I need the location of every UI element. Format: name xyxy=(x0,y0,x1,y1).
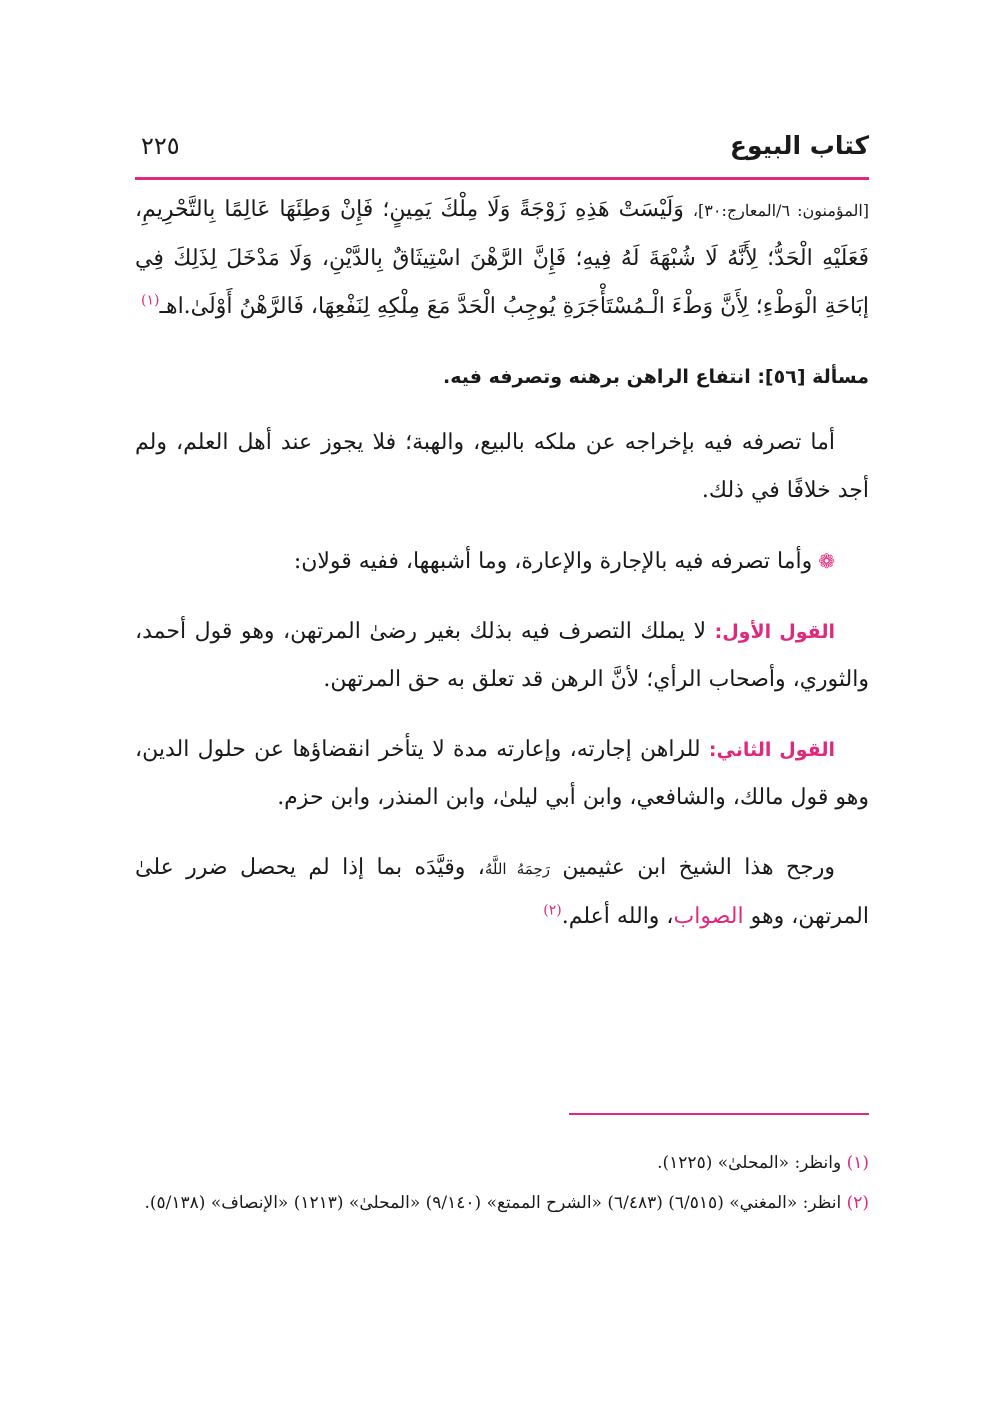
flower-ornament-icon: ❁ xyxy=(818,549,835,573)
paragraph-conclusion xyxy=(135,844,869,941)
paragraph-second-opinion xyxy=(135,726,869,822)
footnote-1 xyxy=(135,1148,869,1178)
running-header xyxy=(135,128,869,174)
footnote-divider xyxy=(569,1113,869,1115)
header-title: كتاب البيوع xyxy=(729,131,869,160)
paragraph-2-text: وأما تصرفه فيه بالإجارة والإعارة، وما أشبهها، ففيه قولان: xyxy=(293,549,813,574)
quran-reference: [المؤمنون: ٦/المعارج:٣٠]، xyxy=(692,201,870,220)
quote-paragraph xyxy=(135,186,869,331)
issue-title: مسألة [٥٦]: انتفاع الراهن برهنه وتصرفه فيه. xyxy=(443,366,869,388)
first-opinion-label: القول الأول: xyxy=(714,621,835,643)
paragraph-2 xyxy=(135,537,869,586)
first-opinion-text: لا يملك التصرف فيه بذلك بغير رضىٰ المرتهن، وهو قول أحمد، والثوري، وأصحاب الرأي؛ لأنَّ الرهن قد تعلق به حق المرتهن. xyxy=(135,619,869,692)
footnote-1-number: (١) xyxy=(846,1153,869,1173)
second-opinion-text: للراهن إجارته، وإعارته مدة لا يتأخر انقضاؤها عن حلول الدين، وهو قول مالك، والشافعي، وابن أبي ليلىٰ، وابن المنذر، وابن حزم. xyxy=(135,737,869,810)
paragraph-first-opinion xyxy=(135,608,869,704)
second-opinion-label: القول الثاني: xyxy=(708,739,836,761)
footnote-2-number: (٢) xyxy=(846,1193,869,1213)
footnote-1-text: وانظر: «المحلىٰ» (١٢٢٥). xyxy=(657,1153,847,1173)
highlighted-word: الصواب xyxy=(673,904,744,929)
conclusion-text-b: ، وقيَّدَه بما إذا لم يحصل ضرر علىٰ المرتهن، وهو xyxy=(135,855,869,929)
quote-text: وَلَيْسَتْ هَذِهِ زَوْجَةً وَلَا مِلْكَ يَمِينٍ؛ فَإِنْ وَطِئَهَا عَالِمًا بِالتَّحْرِيمِ، فَعَلَيْهِ الْحَدُّ؛ لِأَنَّهُ لَا شُبْهَةَ لَهُ فِيهِ؛ فَإِنَّ الرَّهْنَ اسْتِيثَاقٌ بِالدَّيْنِ، وَلَا مَدْخَلَ لِذَلِكَ فِي إبَاحَةِ الْوَطْءِ؛ لِأَنَّ وَطْءَ الْـمُسْتَأْجَرَةِ يُوجِبُ الْحَدَّ مَعَ مِلْكِهِ لِنَفْعِهَا، فَالرَّهْنُ أَوْلَىٰ.اهـ xyxy=(135,197,869,319)
conclusion-text-a: ورجح هذا الشيخ ابن عثيمين xyxy=(549,855,835,880)
header-divider xyxy=(135,177,869,180)
main-content xyxy=(135,186,869,941)
paragraph-1: أما تصرفه فيه بإخراجه عن ملكه بالبيع، والهبة؛ فلا يجوز عند أهل العلم، ولم أجد خلافًا في ذلك. xyxy=(135,430,869,503)
footnote-2-text: انظر: «المغني» (٦/٥١٥) (٦/٤٨٣) «الشرح الممتع» (٩/١٤٠) «المحلىٰ» (١٢١٣) «الإنصاف» (٥/١٣٨). xyxy=(144,1193,847,1213)
page-number: ٢٢٥ xyxy=(141,132,180,160)
honorific-glyph: رَحِمَهُ اللَّهُ xyxy=(484,860,550,878)
footnote-mark-1[interactable]: (١) xyxy=(141,292,160,309)
footnote-mark-2[interactable]: (٢) xyxy=(543,902,562,919)
conclusion-text-c: ، والله أعلم. xyxy=(561,904,674,929)
footnotes xyxy=(135,1148,869,1228)
footnote-2 xyxy=(135,1188,869,1218)
